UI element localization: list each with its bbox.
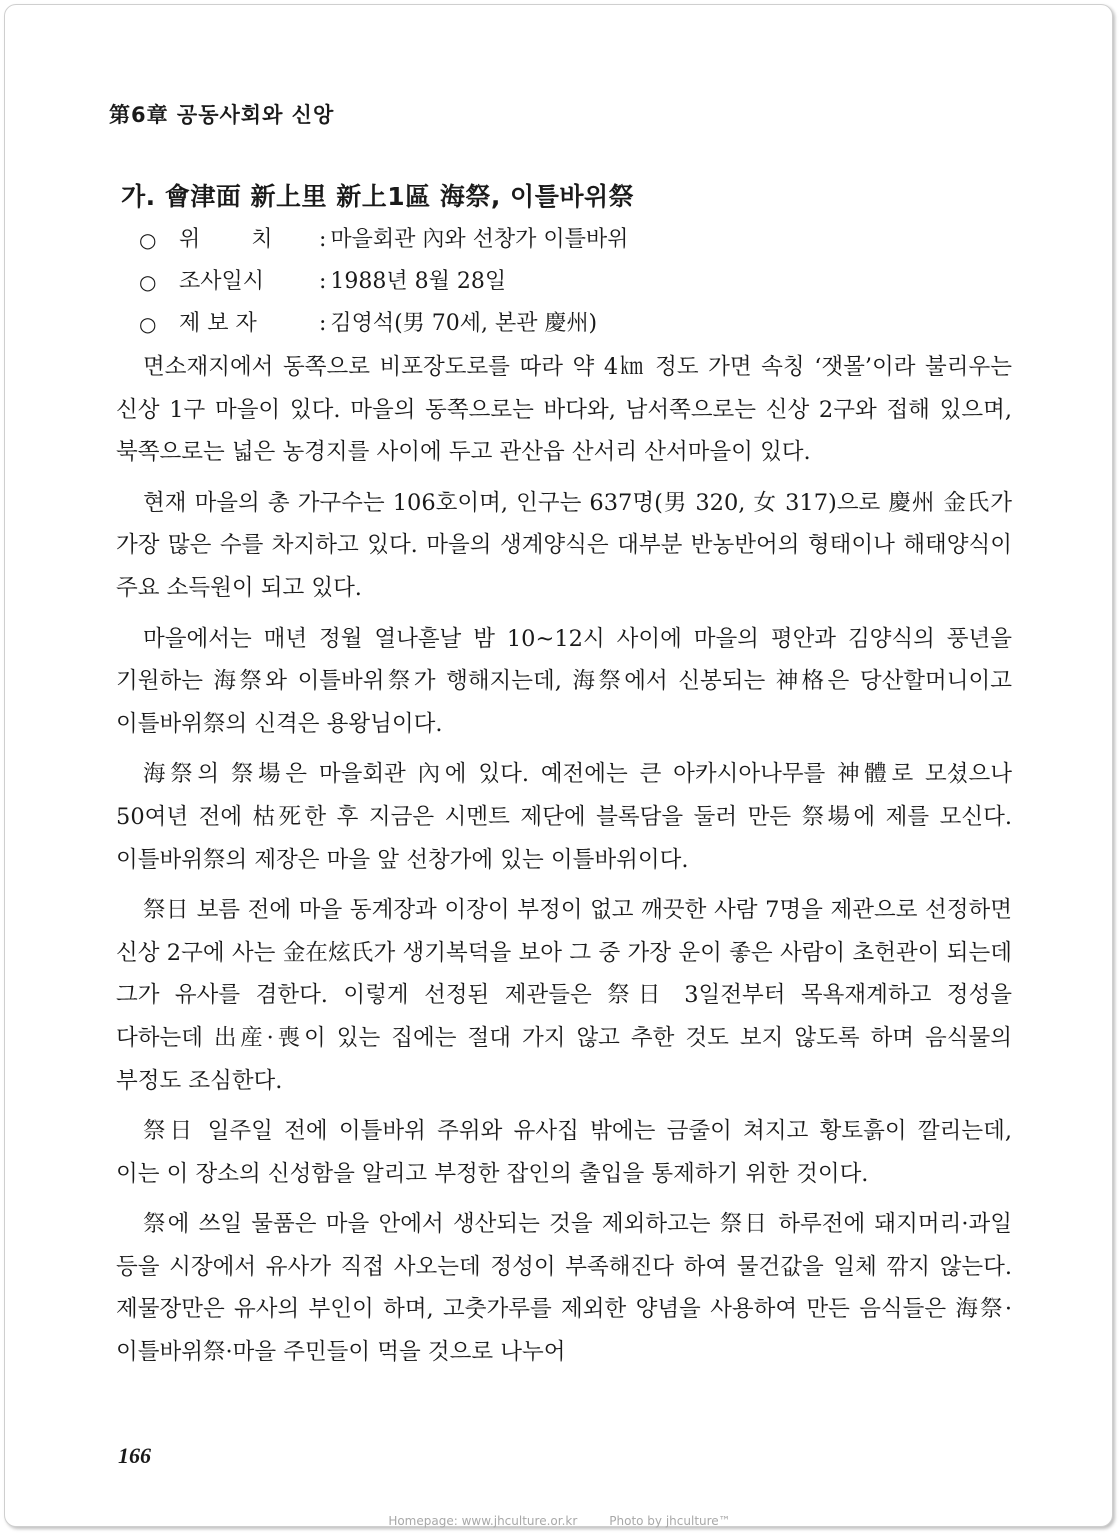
section-title: 가. 會津面 新上里 新上1區 海祭, 이틀바위祭 bbox=[121, 182, 635, 211]
footer-homepage: Homepage: www.jhculture.or.kr bbox=[388, 1514, 578, 1528]
paragraph: 마을에서는 매년 정월 열나흗날 밤 10~12시 사이에 마을의 평안과 김양식의 풍년을 기원하는 海祭와 이틀바위祭가 행해지는데, 海祭에서 신봉되는 神格은 당산할머니이고 이틀바위祭의 신격은 용왕님이다. bbox=[116, 625, 1012, 737]
info-label: 조사일시 bbox=[179, 269, 265, 294]
info-list bbox=[139, 219, 628, 345]
footer-photo-credit: Photo by jhculture™ bbox=[609, 1514, 731, 1528]
paragraph: 海祭의 祭場은 마을회관 內에 있다. 예전에는 큰 아카시아나무를 神體로 모셨으나 50여년 전에 枯死한 후 지금은 시멘트 제단에 블록담을 둘러 만든 祭場에 제를 모신다. 이틀바위祭의 제장은 마을 앞 선창가에 있는 이틀바위이다. bbox=[116, 761, 1012, 873]
info-value: 김영석(男 70세, 본관 慶州) bbox=[330, 311, 598, 336]
footer-credit bbox=[0, 1514, 1119, 1528]
info-value: 마을회관 內와 선창가 이틀바위 bbox=[330, 227, 629, 252]
page-number: 166 bbox=[118, 1443, 151, 1468]
info-item-location bbox=[139, 219, 628, 261]
paragraph: 면소재지에서 동쪽으로 비포장도로를 따라 약 4㎞ 정도 가면 속칭 ‘잿몰’이라 불리우는 신상 1구 마을이 있다. 마을의 동쪽으로는 바다와, 남서쪽으로는 신상 2구와 접해 있으며, 북쪽으로는 넓은 농경지를 사이에 두고 관산읍 산서리 산서마을이 있다. bbox=[116, 354, 1012, 466]
info-label: 제 보 자 bbox=[179, 311, 257, 336]
info-separator: : bbox=[319, 269, 327, 294]
paragraph: 祭에 쓰일 물품은 마을 안에서 생산되는 것을 제외하고는 祭日 하루전에 돼지머리·과일 등을 시장에서 유사가 직접 사오는데 정성이 부족해진다 하여 물건값을 일체 깎지 않는다. 제물장만은 유사의 부인이 하며, 고춧가루를 제외한 양념을 사용하여 만든 음식들은 海祭·이틀바위祭·마을 주민들이 먹을 것으로 나누어 bbox=[116, 1211, 1012, 1366]
bullet-icon: ○ bbox=[139, 228, 157, 252]
info-separator: : bbox=[319, 311, 327, 336]
bullet-icon: ○ bbox=[139, 270, 157, 294]
paragraph: 현재 마을의 총 가구수는 106호이며, 인구는 637명(男 320, 女 317)으로 慶州 金氏가 가장 많은 수를 차지하고 있다. 마을의 생계양식은 대부분 반농반어의 형태이나 해태양식이 주요 소득원이 되고 있다. bbox=[116, 489, 1012, 601]
page bbox=[4, 4, 1113, 1527]
info-separator: : bbox=[319, 227, 327, 252]
info-label: 위 치 bbox=[179, 227, 273, 252]
chapter-header: 第6章 공동사회와 신앙 bbox=[109, 103, 335, 127]
paragraph: 祭日 일주일 전에 이틀바위 주위와 유사집 밖에는 금줄이 쳐지고 황토흙이 깔리는데, 이는 이 장소의 신성함을 알리고 부정한 잡인의 출입을 통제하기 위한 것이다. bbox=[116, 1118, 1012, 1187]
bullet-icon: ○ bbox=[139, 312, 157, 336]
info-value: 1988년 8월 28일 bbox=[330, 269, 507, 294]
body-text bbox=[116, 346, 1012, 1382]
paragraph: 祭日 보름 전에 마을 동계장과 이장이 부정이 없고 깨끗한 사람 7명을 제관으로 선정하면 신상 2구에 사는 金在炫氏가 생기복덕을 보아 그 중 가장 운이 좋은 사람이 초헌관이 되는데 그가 유사를 겸한다. 이렇게 선정된 제관들은 祭日 3일전부터 목욕재계하고 정성을 다하는데 出産·喪이 있는 집에는 절대 가지 않고 추한 것도 보지 않도록 하며 음식물의 부정도 조심한다. bbox=[116, 897, 1012, 1094]
info-item-informant bbox=[139, 303, 628, 345]
info-item-survey-date bbox=[139, 261, 628, 303]
